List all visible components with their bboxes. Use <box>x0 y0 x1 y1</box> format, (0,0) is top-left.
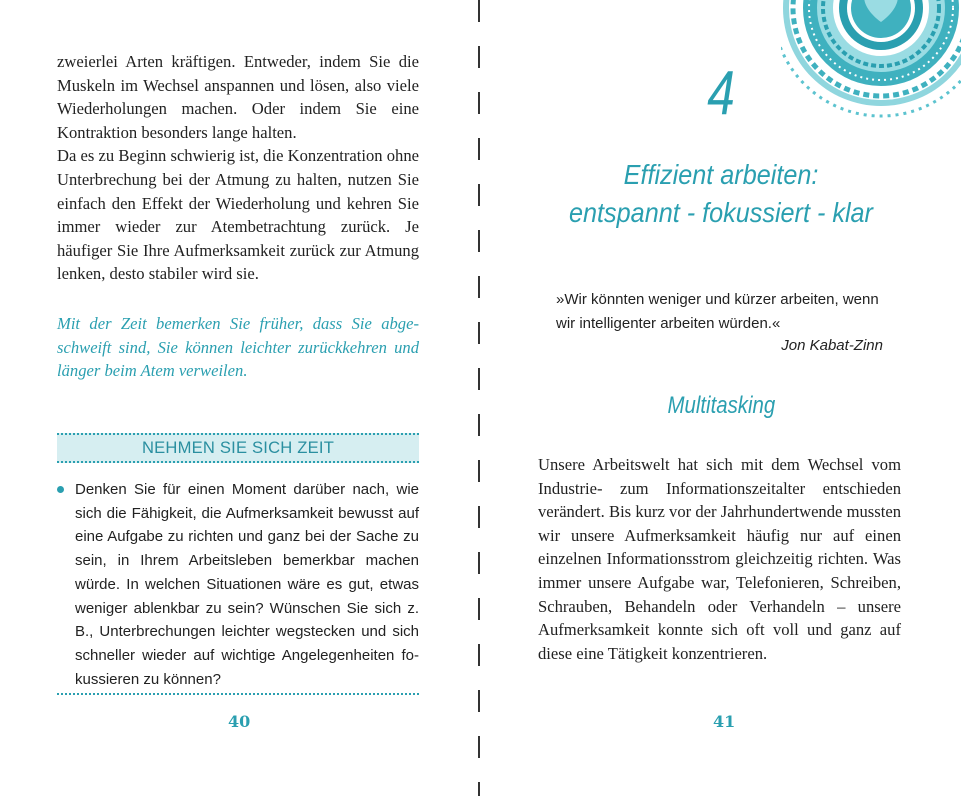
body-paragraph: zweierlei Arten kräftigen. Entweder, indem Sie die Muskeln im Wechsel anspannen und lösen, also viele Wiederholungen machen. Oder indem Sie eine Kontraktion besonders lange halten. <box>57 52 419 142</box>
quote-text: »Wir könnten weniger und kürzer arbeiten, wenn wir intelligenter arbeiten würden.« <box>556 291 879 332</box>
box-bullet-text: Denken Sie für einen Moment darüber nach, wie sich die Fähigkeit, die Aufmerksamkeit bewusst auf eine Aufgabe zu richten und ganz bei der Sache zu sein, in Ihrem Arbeitsleben bemerkbar machen würde. In welchen Situationen wäre es gut, etwas weniger ablenkbar zu sein? Wünschen Sie sich z. B., Unterbrechungen leichter wegstecken und sich schneller wieder auf wichtige Angelegenheiten fokussieren zu können? <box>75 481 419 688</box>
box-body <box>57 478 419 691</box>
left-page <box>0 0 478 796</box>
quote-author: Jon Kabat-Zinn <box>781 337 883 354</box>
box-title: NEHMEN SIE SICH ZEIT <box>57 433 419 463</box>
page-number-right: 41 <box>713 712 736 731</box>
page-number-left: 40 <box>228 712 251 731</box>
chapter-title <box>481 156 961 232</box>
left-body-text <box>57 50 419 286</box>
right-body-text <box>538 453 901 665</box>
chapter-title-line: Effizient arbeiten: <box>623 159 819 190</box>
body-paragraph: Da es zu Beginn schwierig ist, die Konzentration ohne Unterbrechung bei der Atmung zu halten, nutzen Sie einfach den Effekt der Wiederholung und kehren Sie immer wieder zur Atembetrachtung zurück. Je häufiger Sie Ihre Aufmerksamkeit zurück zur Atmung lenken, desto stabiler wird sie. <box>57 146 419 284</box>
box-bottom-border <box>57 693 419 695</box>
bullet-icon <box>57 486 64 493</box>
section-heading <box>481 392 961 420</box>
chapter-title-line: entspannt - fokussiert - klar <box>569 197 873 228</box>
section-heading-text: Multitasking <box>667 392 775 419</box>
book-gutter <box>478 0 480 796</box>
emphasis-paragraph: Mit der Zeit bemerken Sie früher, dass Sie abgeschweift sind, Sie können leichter zurückkehren und länger beim Atem verweilen. <box>57 314 419 381</box>
right-page <box>481 0 961 796</box>
body-paragraph: Unsere Arbeitswelt hat sich mit dem Wechsel vom Industrie- zum Informationszeitalter entschieden verändert. Bis kurz vor der Jahrhundertwende mussten wir unsere Aufmerksamkeit häufig nur auf einen einzelnen Informationsstrom gleichzeitig richten. Was immer unsere Aufgabe war, Telefonieren, Schreiben, Schrauben, Behandeln oder Verhandeln – unsere Aufmerksamkeit konnte sich oft voll und ganz auf diese eine Tätigkeit konzentrieren. <box>538 455 901 663</box>
chapter-number: 4 <box>707 59 735 128</box>
